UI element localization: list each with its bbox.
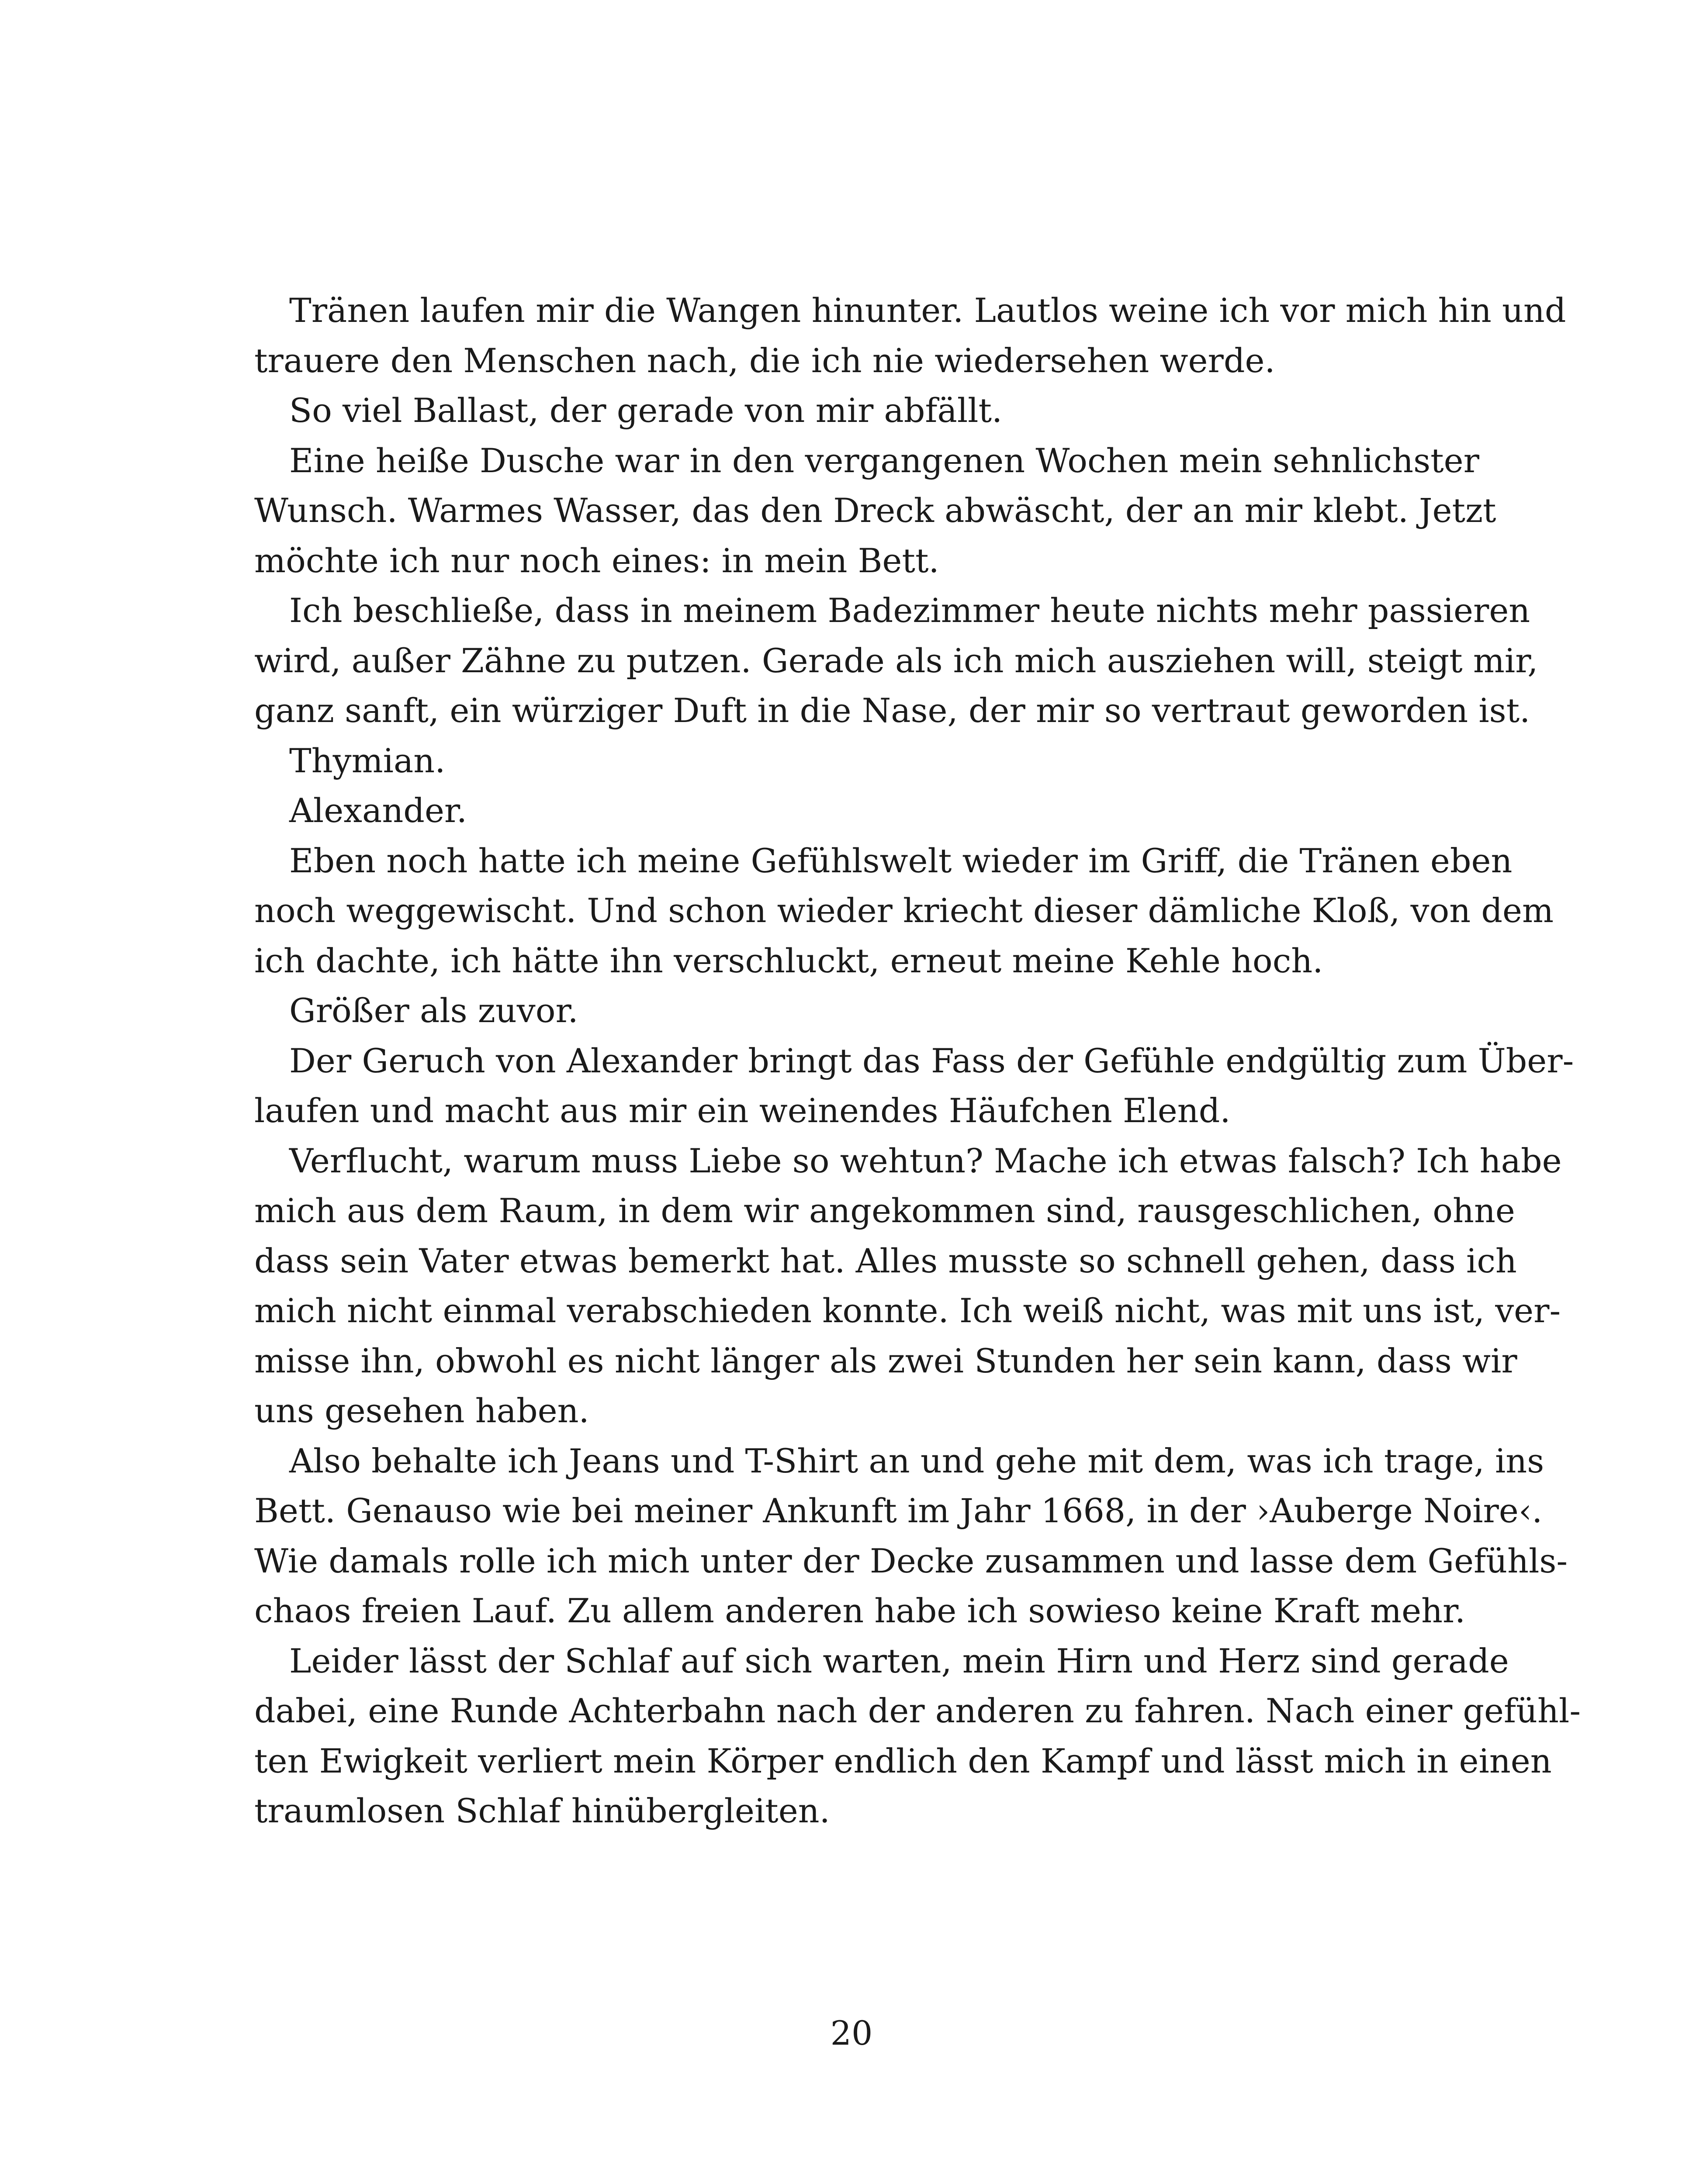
paragraph bbox=[254, 986, 1441, 1036]
text-line: Eine heiße Dusche war in den vergangenen Wochen mein sehnlichster bbox=[289, 441, 1479, 480]
paragraph bbox=[254, 786, 1441, 836]
text-line: chaos freien Lauf. Zu allem anderen habe ich sowieso keine Kraft mehr. bbox=[254, 1591, 1466, 1630]
paragraph bbox=[254, 586, 1538, 736]
page-number: 20 bbox=[830, 2014, 873, 2053]
paragraph bbox=[254, 836, 1554, 986]
text-line: Eben noch hatte ich meine Gefühlswelt wieder im Griff, die Tränen eben bbox=[289, 841, 1513, 880]
text-line: Alexander. bbox=[289, 791, 467, 830]
text-line: laufen und macht aus mir ein weinendes Häufchen Elend. bbox=[254, 1091, 1231, 1130]
text-line: Wie damals rolle ich mich unter der Decke zusammen und lasse dem Gefühls- bbox=[254, 1541, 1568, 1580]
text-line: Wunsch. Warmes Wasser, das den Dreck abwäscht, der an mir klebt. Jetzt bbox=[254, 491, 1496, 530]
body-text bbox=[254, 286, 1581, 1836]
paragraph bbox=[254, 286, 1566, 386]
paragraph bbox=[254, 1436, 1568, 1636]
text-line: misse ihn, obwohl es nicht länger als zwei Stunden her sein kann, dass wir bbox=[254, 1341, 1517, 1380]
text-line: Verflucht, warum muss Liebe so wehtun? Mache ich etwas falsch? Ich habe bbox=[289, 1141, 1562, 1180]
text-line: traumlosen Schlaf hinübergleiten. bbox=[254, 1791, 830, 1830]
text-line: wird, außer Zähne zu putzen. Gerade als ich mich ausziehen will, steigt mir, bbox=[254, 641, 1538, 680]
text-line: Leider lässt der Schlaf auf sich warten, mein Hirn und Herz sind gerade bbox=[289, 1641, 1509, 1680]
paragraph bbox=[254, 436, 1496, 586]
text-line: Ich beschließe, dass in meinem Badezimmer heute nichts mehr passieren bbox=[289, 591, 1530, 630]
text-line: Tränen laufen mir die Wangen hinunter. Lautlos weine ich vor mich hin und bbox=[289, 291, 1566, 330]
text-line: Der Geruch von Alexander bringt das Fass der Gefühle endgültig zum Über- bbox=[289, 1041, 1574, 1080]
text-line: dabei, eine Runde Achterbahn nach der anderen zu fahren. Nach einer gefühl- bbox=[254, 1691, 1581, 1730]
text-line: Größer als zuvor. bbox=[289, 991, 578, 1030]
text-line: mich aus dem Raum, in dem wir angekommen sind, rausgeschlichen, ohne bbox=[254, 1191, 1515, 1230]
paragraph bbox=[254, 386, 1441, 436]
paragraph bbox=[254, 1136, 1562, 1436]
text-line: ich dachte, ich hätte ihn verschluckt, erneut meine Kehle hoch. bbox=[254, 941, 1323, 980]
paragraph bbox=[254, 1636, 1581, 1836]
text-line: mich nicht einmal verabschieden konnte. Ich weiß nicht, was mit uns ist, ver- bbox=[254, 1291, 1561, 1330]
paragraph bbox=[254, 736, 1441, 786]
text-line: trauere den Menschen nach, die ich nie wiedersehen werde. bbox=[254, 341, 1275, 380]
paragraph bbox=[254, 1036, 1574, 1136]
text-line: noch weggewischt. Und schon wieder kriecht dieser dämliche Kloß, von dem bbox=[254, 891, 1554, 930]
text-line: ten Ewigkeit verliert mein Körper endlich den Kampf und lässt mich in einen bbox=[254, 1741, 1552, 1780]
text-line: ganz sanft, ein würziger Duft in die Nase, der mir so vertraut geworden ist. bbox=[254, 691, 1530, 730]
text-line: Thymian. bbox=[289, 741, 446, 780]
text-line: So viel Ballast, der gerade von mir abfällt. bbox=[289, 391, 1003, 430]
text-line: dass sein Vater etwas bemerkt hat. Alles musste so schnell gehen, dass ich bbox=[254, 1241, 1517, 1280]
text-line: möchte ich nur noch eines: in mein Bett. bbox=[254, 541, 939, 580]
text-line: uns gesehen haben. bbox=[254, 1391, 589, 1430]
text-line: Bett. Genauso wie bei meiner Ankunft im Jahr 1668, in der ›Auberge Noire‹. bbox=[254, 1491, 1543, 1530]
text-line: Also behalte ich Jeans und T-Shirt an und gehe mit dem, was ich trage, ins bbox=[289, 1441, 1544, 1480]
